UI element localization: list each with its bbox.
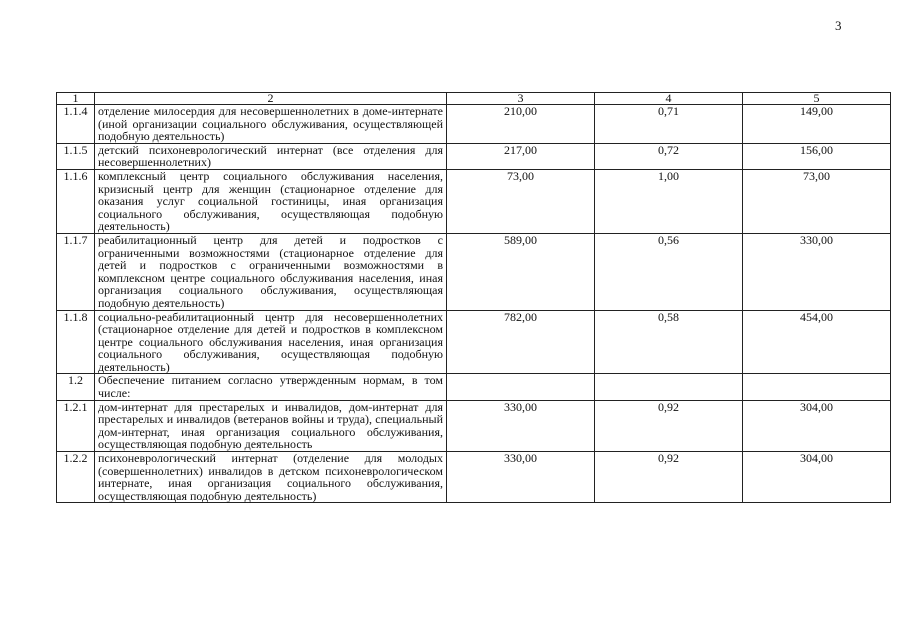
column-header-3: 3 [447, 93, 595, 105]
row-value-col3: 330,00 [447, 400, 595, 451]
row-value-col3 [447, 374, 595, 400]
row-value-col3: 589,00 [447, 233, 595, 310]
row-value-col4: 0,56 [595, 233, 743, 310]
table-row [57, 169, 891, 233]
row-number: 1.1.5 [57, 143, 95, 169]
row-value-col5: 304,00 [743, 400, 891, 451]
row-description: детский психоневрологический интернат (все отделения для несовершеннолетних) [95, 143, 447, 169]
row-description: Обеспечение питанием согласно утвержденным нормам, в том числе: [95, 374, 447, 400]
row-value-col5: 156,00 [743, 143, 891, 169]
row-number: 1.2.2 [57, 452, 95, 503]
table-header-row [57, 93, 891, 105]
row-description: реабилитационный центр для детей и подростков с ограниченными возможностями (стационарное отделение для детей и подростков с ограниченными возможностями в комплексном центре социального обслуживания населения, иная организация социального обслуживания, осуществляющая подобную деятельность) [95, 233, 447, 310]
row-value-col3: 217,00 [447, 143, 595, 169]
table-row [57, 143, 891, 169]
table-row [57, 233, 891, 310]
row-number: 1.1.7 [57, 233, 95, 310]
row-description: дом-интернат для престарелых и инвалидов, дом-интернат для престарелых и инвалидов (ветеранов войны и труда), специальный дом-интернат, иная организация социального обслуживания, осуществляющая подобную деятельность [95, 400, 447, 451]
table-row [57, 105, 891, 144]
row-number: 1.1.6 [57, 169, 95, 233]
row-value-col3: 73,00 [447, 169, 595, 233]
row-value-col5 [743, 374, 891, 400]
row-description: психоневрологический интернат (отделение для молодых (совершеннолетних) инвалидов в детском психоневрологическом интернате, иная организация социального обслуживания, осуществляющая подобную деятельность) [95, 452, 447, 503]
page-number: 3 [835, 18, 842, 33]
row-value-col5: 73,00 [743, 169, 891, 233]
column-header-5: 5 [743, 93, 891, 105]
column-header-1: 1 [57, 93, 95, 105]
row-value-col4: 0,72 [595, 143, 743, 169]
table-row [57, 452, 891, 503]
column-header-2: 2 [95, 93, 447, 105]
row-description: социально-реабилитационный центр для несовершеннолетних (стационарное отделение для детей и подростков в комплексном центре социального обслуживания населения, иная организация социального обслуживания, осуществляющая подобную деятельность) [95, 310, 447, 374]
row-number: 1.2.1 [57, 400, 95, 451]
row-description: комплексный центр социального обслуживания населения, кризисный центр для женщин (стационарное отделение для оказания услуг социальной гостиницы, иная организация социального обслуживания, осуществляющая подобную деятельность) [95, 169, 447, 233]
column-header-4: 4 [595, 93, 743, 105]
table-row [57, 374, 891, 400]
row-value-col5: 454,00 [743, 310, 891, 374]
row-value-col4: 0,92 [595, 452, 743, 503]
row-description: отделение милосердия для несовершеннолетних в доме-интернате (иной организации социального обслуживания, осуществляющей подобную деятельность) [95, 105, 447, 144]
row-value-col4: 1,00 [595, 169, 743, 233]
row-value-col4: 0,71 [595, 105, 743, 144]
row-number: 1.2 [57, 374, 95, 400]
table-row [57, 310, 891, 374]
row-value-col5: 330,00 [743, 233, 891, 310]
row-value-col5: 149,00 [743, 105, 891, 144]
row-number: 1.1.8 [57, 310, 95, 374]
row-value-col3: 330,00 [447, 452, 595, 503]
row-value-col4: 0,58 [595, 310, 743, 374]
row-value-col5: 304,00 [743, 452, 891, 503]
table-row [57, 400, 891, 451]
row-number: 1.1.4 [57, 105, 95, 144]
row-value-col4 [595, 374, 743, 400]
row-value-col3: 210,00 [447, 105, 595, 144]
row-value-col4: 0,92 [595, 400, 743, 451]
row-value-col3: 782,00 [447, 310, 595, 374]
tariff-table [56, 92, 891, 503]
